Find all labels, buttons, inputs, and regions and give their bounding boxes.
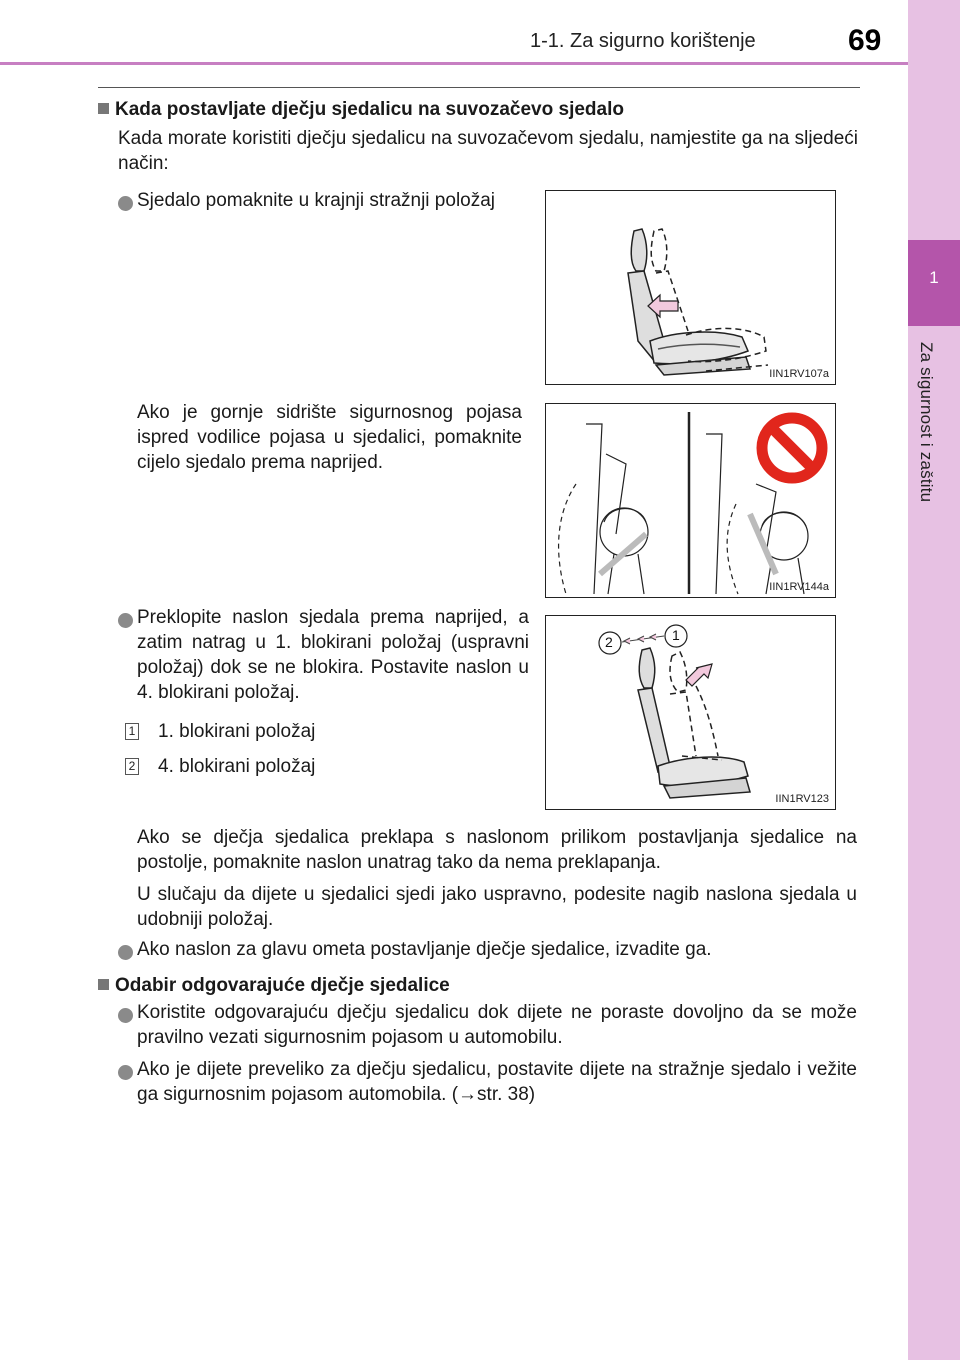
figure-seat-rear <box>545 190 836 385</box>
chapter-number: 1 <box>929 268 939 287</box>
figure-code: IIN1RV107a <box>769 368 829 380</box>
note-overlap: Ako se dječja sjedalica preklapa s naslonom prilikom postavljanja sjedalice na postolje, pomaknite naslon unatrag tako da nema preklapanja. <box>137 827 857 873</box>
page-number: 69 <box>848 24 882 57</box>
section-rule <box>98 87 860 88</box>
bullet-headrest: Ako naslon za glavu ometa postavljanje dječje sjedalice, izvadite ga. <box>137 939 712 960</box>
callout-1-label: 1 <box>672 627 680 643</box>
bullet-suitable-seat: Koristite odgovarajuću dječju sjedalicu dok dijete ne poraste dovoljno da se može pravilno vezati sigurnosnim pojasom u automobilu. <box>137 1002 857 1048</box>
seatback-illustration <box>546 616 835 809</box>
callout-2-label: 2 <box>605 634 613 650</box>
bullet-icon <box>118 196 133 211</box>
seat-illustration <box>546 191 835 384</box>
legend-text-2: 4. blokirani položaj <box>158 756 316 777</box>
prohibited-icon <box>762 418 822 478</box>
note-upright: U slučaju da dijete u sjedalici sjedi jako uspravno, podesite nagib naslona sjedala u udobniji položaj. <box>137 884 857 930</box>
figure-seatback-positions <box>545 615 836 810</box>
square-bullet-icon <box>98 979 109 990</box>
chapter-tab <box>908 0 960 1360</box>
arrow-forward-icon <box>686 664 712 686</box>
bullet-fold-seatback: Preklopite naslon sjedala prema naprijed, a zatim natrag u 1. blokirani položaj (uspravni položaj) dok se ne blokira. Postavite naslon u 4. blokirani položaj. <box>137 607 529 703</box>
legend-number-2: 2 <box>125 758 139 775</box>
bullet-icon <box>118 1065 133 1080</box>
bullet-too-big: Ako je dijete preveliko za dječju sjedalicu, postavite dijete na stražnje sjedalo i vežite ga sigurnosnim pojasom automobila. (→str. 38) <box>137 1059 857 1105</box>
running-header: 1-1. Za sigurno korištenje <box>530 30 756 52</box>
square-bullet-icon <box>98 103 109 114</box>
note-upper-anchor: Ako je gornje sidrište sigurnosnog pojasa ispred vodilice pojasa u sjedalici, pomaknite cijelo sjedalo prema naprijed. <box>137 402 522 473</box>
legend-text-1: 1. blokirani položaj <box>158 721 316 742</box>
bullet-move-seat-back: Sjedalo pomaknite u krajnji stražnji položaj <box>137 190 496 211</box>
figure-belt-anchor <box>545 403 836 598</box>
bullet-icon <box>118 945 133 960</box>
chapter-title: Za sigurnost i zaštitu <box>917 342 936 503</box>
figure-code: IIN1RV144a <box>769 581 829 593</box>
header-divider <box>0 62 908 65</box>
bullet-icon <box>118 1008 133 1023</box>
figure-code: IIN1RV123 <box>775 793 829 805</box>
legend-number-1: 1 <box>125 723 139 740</box>
section-intro: Kada morate koristiti dječju sjedalicu na suvozačevom sjedalu, namjestite ga na sljedeći način: <box>118 128 858 174</box>
bullet-icon <box>118 613 133 628</box>
child-seat-illustration <box>546 404 835 597</box>
section-heading-1: Kada postavljate dječju sjedalicu na suvozačevo sjedalo <box>98 97 868 122</box>
section-heading-2: Odabir odgovarajuće dječje sjedalice <box>98 973 868 998</box>
